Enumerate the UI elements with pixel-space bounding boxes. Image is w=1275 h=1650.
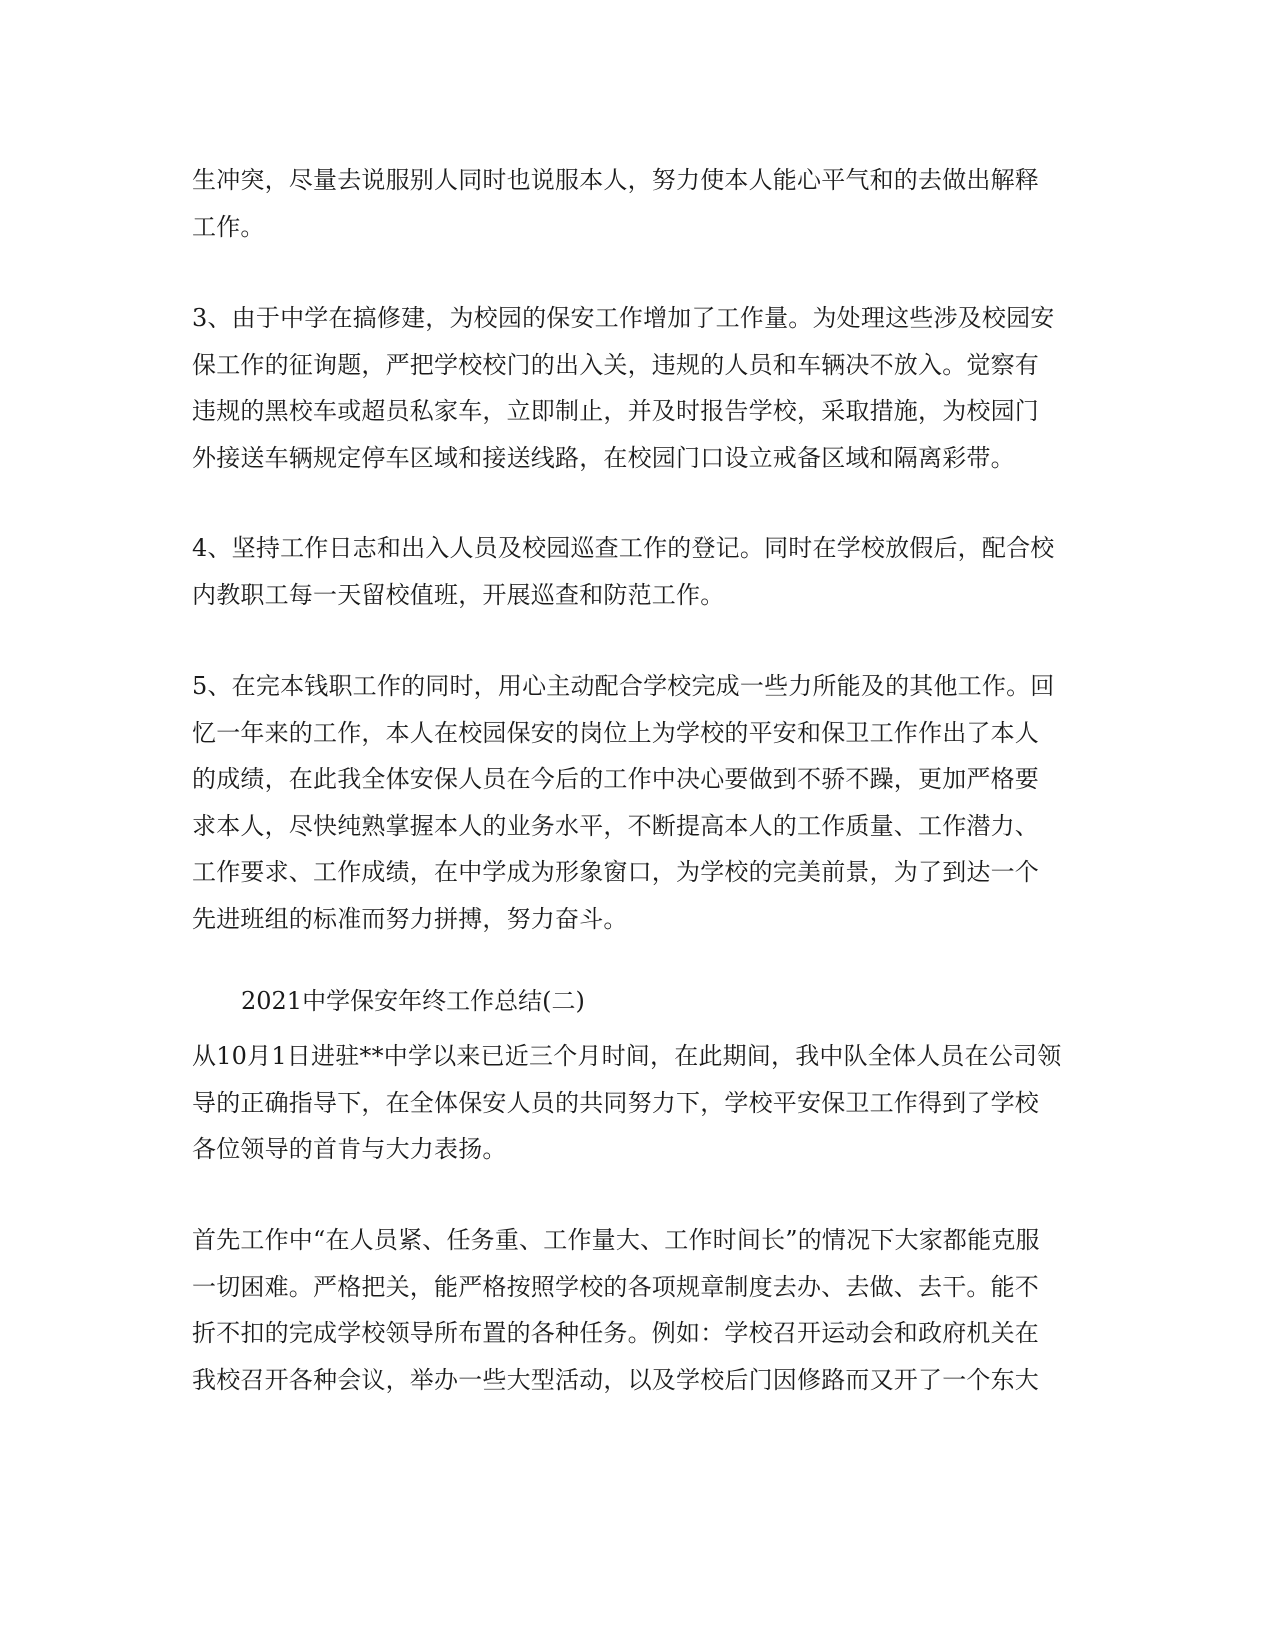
paragraph-line: 导的正确指导下，在全体保安人员的共同努力下，学校平安保卫工作得到了学校	[192, 1088, 1039, 1117]
paragraph-line: 折不扣的完成学校领导所布置的各种任务。例如：学校召开运动会和政府机关在	[192, 1319, 1039, 1347]
paragraph-line: 各位领导的首肯与大力表扬。	[192, 1135, 507, 1163]
paragraph-4	[192, 663, 1082, 942]
paragraph-5	[192, 1033, 1082, 1173]
paragraph-line: 工作要求、工作成绩，在中学成为形象窗口，为学校的完美前景，为了到达一个	[192, 858, 1039, 886]
paragraph-1	[192, 157, 1082, 250]
paragraph-line: 我校召开各种会议，举办一些大型活动，以及学校后门因修路而又开了一个东大	[192, 1365, 1039, 1394]
paragraph-line: 工作。	[192, 212, 265, 241]
paragraph-line: 求本人，尽快纯熟掌握本人的业务水平，不断提高本人的工作质量、工作潜力、	[192, 811, 1039, 840]
paragraph-line: 5、在完本钱职工作的同时，用心主动配合学校完成一些力所能及的其他工作。回	[192, 672, 1055, 700]
paragraph-line: 保工作的征询题，严把学校校门的出入关，违规的人员和车辆决不放入。觉察有	[192, 350, 1039, 379]
section-heading: 2021中学保安年终工作总结(二)	[241, 987, 585, 1015]
paragraph-6	[192, 1217, 1082, 1403]
paragraph-line: 违规的黑校车或超员私家车，立即制止，并及时报告学校，采取措施，为校园门	[192, 397, 1039, 425]
paragraph-line: 3、由于中学在搞修建，为校园的保安工作增加了工作量。为处理这些涉及校园安	[192, 304, 1055, 332]
paragraph-line: 内教职工每一天留校值班，开展巡查和防范工作。	[192, 580, 725, 609]
paragraph-line: 的成绩，在此我全体安保人员在今后的工作中决心要做到不骄不躁，更加严格要	[192, 765, 1039, 793]
paragraph-line: 生冲突，尽量去说服别人同时也说服本人，努力使本人能心平气和的去做出解释	[192, 166, 1039, 194]
paragraph-line: 首先工作中“在人员紧、任务重、工作量大、工作时间长”的情况下大家都能克服	[192, 1226, 1040, 1254]
paragraph-line: 一切困难。严格把关，能严格按照学校的各项规章制度去办、去做、去干。能不	[192, 1272, 1039, 1301]
paragraph-line: 4、坚持工作日志和出入人员及校园巡查工作的登记。同时在学校放假后，配合校	[192, 534, 1055, 562]
paragraph-line: 从10月1日进驻**中学以来已近三个月时间，在此期间，我中队全体人员在公司领	[192, 1042, 1062, 1070]
paragraph-line: 忆一年来的工作，本人在校园保安的岗位上为学校的平安和保卫工作作出了本人	[192, 718, 1039, 747]
paragraph-2	[192, 295, 1082, 481]
paragraph-line: 外接送车辆规定停车区域和接送线路，在校园门口设立戒备区域和隔离彩带。	[192, 443, 1015, 472]
paragraph-3	[192, 525, 1082, 618]
paragraph-line: 先进班组的标准而努力拼搏，努力奋斗。	[192, 904, 628, 933]
